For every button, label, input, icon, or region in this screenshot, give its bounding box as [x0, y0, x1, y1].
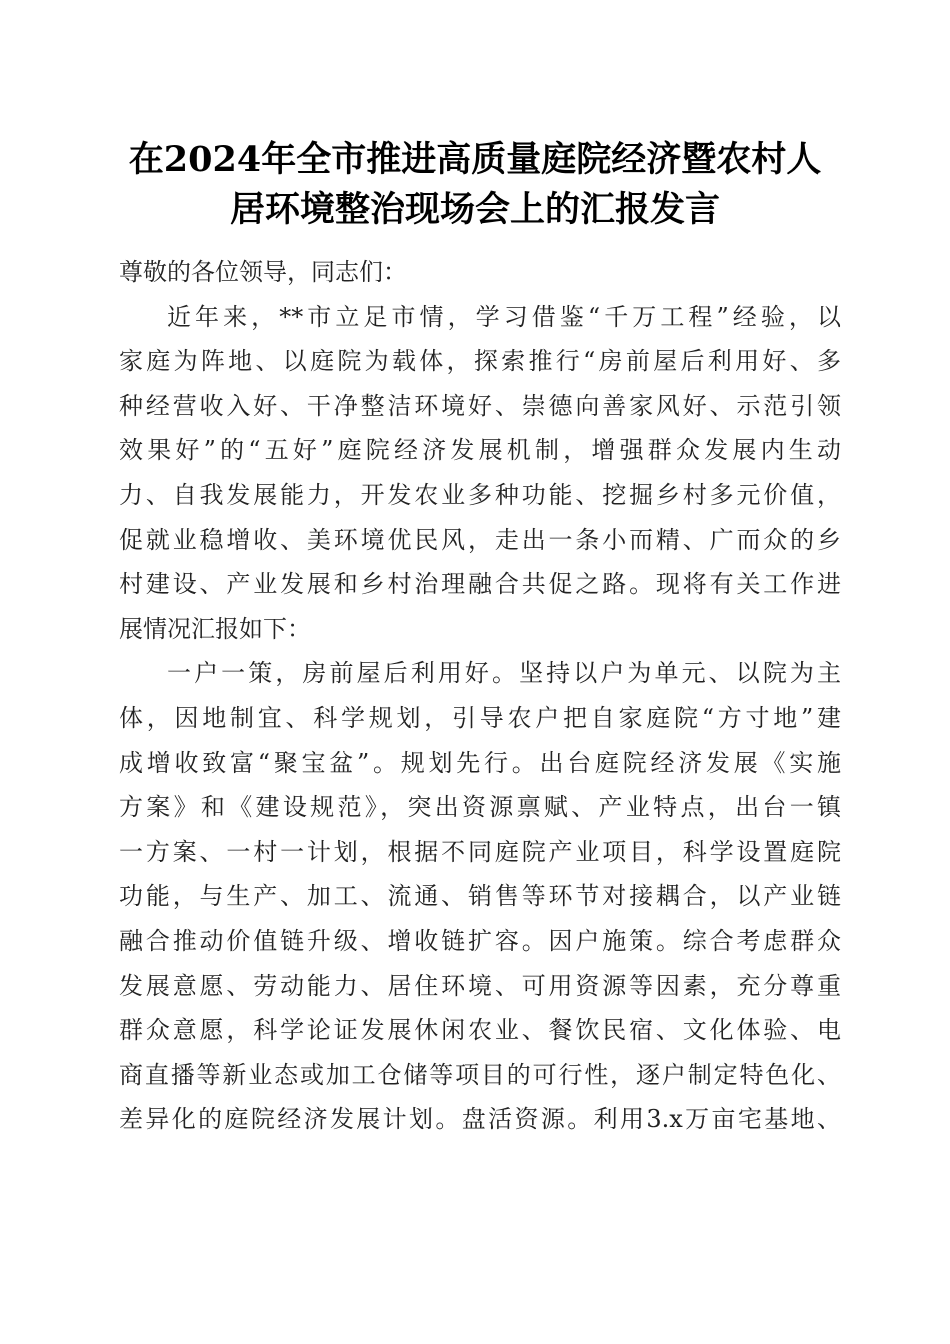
- paragraph-line: 力、自我发展能力，开发农业多种功能、挖掘乡村多元价值，: [119, 480, 841, 509]
- document-title: [100, 135, 850, 235]
- paragraph-line: 商直播等新业态或加工仓储等项目的可行性，逐户制定特色化、: [119, 1060, 841, 1089]
- paragraph-line: 展情况汇报如下：: [119, 614, 311, 643]
- paragraph-line: 种经营收入好、干净整洁环境好、崇德向善家风好、示范引领: [119, 391, 841, 420]
- paragraph-line: 功能，与生产、加工、流通、销售等环节对接耦合，以产业链: [119, 882, 841, 911]
- paragraph-line: 融合推动价值链升级、增收链扩容。因户施策。综合考虑群众: [119, 926, 841, 955]
- paragraph-line: 发展意愿、劳动能力、居住环境、可用资源等因素，充分尊重: [119, 971, 841, 1000]
- paragraph-line: 近年来，**市立足市情，学习借鉴“千万工程”经验，以: [167, 302, 841, 331]
- title-line: 在2024年全市推进高质量庭院经济暨农村人: [128, 139, 822, 180]
- paragraph-line: 效果好”的“五好”庭院经济发展机制，增强群众发展内生动: [119, 436, 841, 465]
- paragraph-line: 村建设、产业发展和乡村治理融合共促之路。现将有关工作进: [119, 570, 841, 599]
- title-line: 居环境整治现场会上的汇报发言: [229, 189, 720, 230]
- paragraph-line: 方案》和《建设规范》，突出资源禀赋、产业特点，出台一镇: [119, 793, 841, 822]
- paragraph-line: 家庭为阵地、以庭院为载体，探索推行“房前屋后利用好、多: [119, 347, 841, 376]
- salutation-text: 尊敬的各位领导，同志们：: [119, 258, 407, 286]
- paragraph-line: 促就业稳增收、美环境优民风，走出一条小而精、广而众的乡: [119, 525, 841, 554]
- paragraph-line: 群众意愿，科学论证发展休闲农业、餐饮民宿、文化体验、电: [119, 1016, 841, 1045]
- paragraph-line: 一方案、一村一计划，根据不同庭院产业项目，科学设置庭院: [119, 837, 841, 866]
- paragraph-line: 差异化的庭院经济发展计划。盘活资源。利用3.x万亩宅基地、: [119, 1105, 841, 1134]
- paragraph-intro: [119, 295, 841, 652]
- paragraph-section-one: [119, 651, 841, 1142]
- document-body: [119, 250, 841, 1142]
- paragraph-line: 成增收致富“聚宝盆”。规划先行。出台庭院经济发展《实施: [119, 748, 841, 777]
- salutation: [119, 250, 841, 295]
- paragraph-line: 一户一策，房前屋后利用好。坚持以户为单元、以院为主: [167, 659, 841, 688]
- paragraph-line: 体，因地制宜、科学规划，引导农户把自家庭院“方寸地”建: [119, 703, 841, 732]
